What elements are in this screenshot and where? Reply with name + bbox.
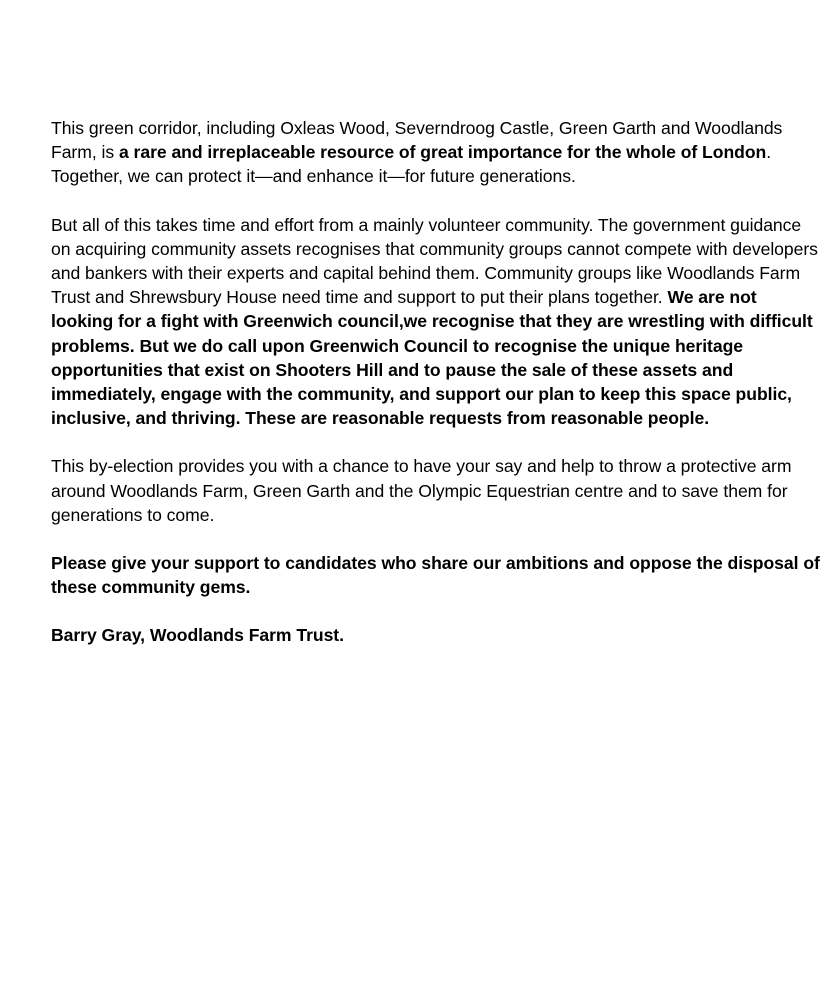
- signature-text: Barry Gray, Woodlands Farm Trust.: [51, 625, 344, 646]
- paragraph-volunteer-community: [51, 213, 821, 431]
- paragraph-bold-text: Please give your support to candidates who share our ambitions and oppose the disposal of these community gems.: [51, 553, 820, 598]
- letter-body: [51, 116, 821, 672]
- paragraph-by-election: [51, 454, 821, 527]
- paragraph-text: This green corridor, including Oxleas Wood, Severndroog Castle, Green Garth and Woodlands Farm, is: [51, 118, 783, 163]
- paragraph-text: But all of this takes time and effort from a mainly volunteer community. The government guidance on acquiring community assets recognises that community groups cannot compete with developers and bankers with their experts and capital behind them. Community groups like Woodlands Farm Trust and Shrewsbury House need time and support to put their plans together.: [51, 214, 818, 308]
- paragraph-call-to-action: [51, 551, 821, 599]
- signature: [51, 623, 821, 647]
- paragraph-text: This by-election provides you with a chance to have your say and help to throw a protective arm around Woodlands Farm, Green Garth and the Olympic Equestrian centre and to save them for generations to come.: [51, 456, 792, 525]
- paragraph-bold-text: We are not looking for a fight with Greenwich council,we recognise that they are wrestling with difficult problems. But we do call upon Greenwich Council to recognise the unique heritage opportunities that exist on Shooters Hill and to pause the sale of these assets and immediately, engage with the community, and support our plan to keep this space public, inclusive, and thriving. These are reasonable requests from reasonable people.: [51, 287, 813, 429]
- paragraph-bold-text: a rare and irreplaceable resource of great importance for the whole of London: [118, 142, 767, 163]
- paragraph-text: . Together, we can protect it—and enhance it—for future generations.: [51, 142, 772, 187]
- paragraph-green-corridor: [51, 116, 821, 189]
